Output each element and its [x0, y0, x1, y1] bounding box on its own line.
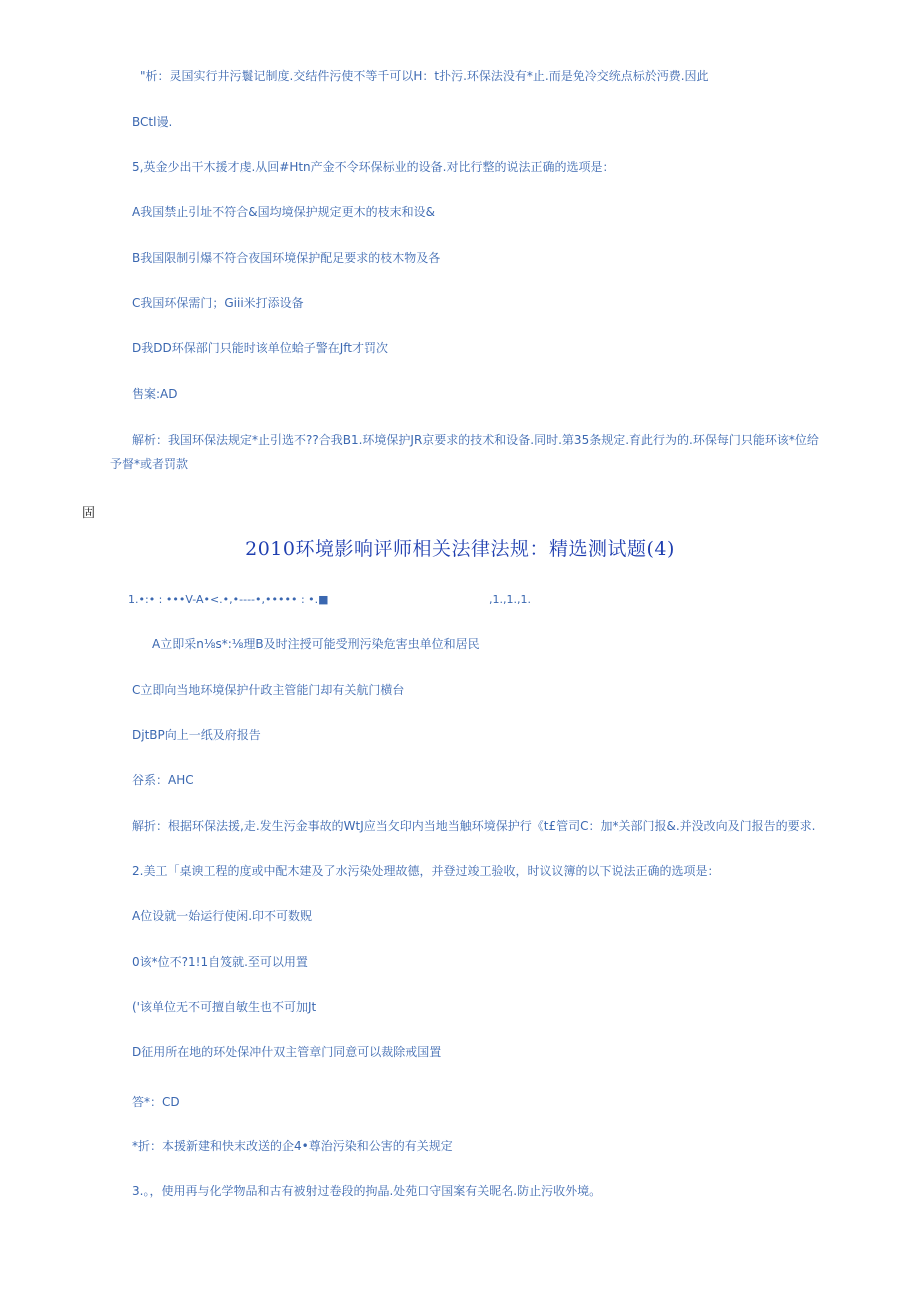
q1-option-ab: A立即采n⅛s*:⅛理B及时注授可能受刑污染危害虫单位和居民 — [152, 637, 480, 651]
question-1-header: 1.•:• : •••V-A•<.•,•----•,••••• : •.■ — [128, 593, 329, 606]
question-5: 5,英金少出干木援才虔.从回#Htn产金不令环保标业的设备.对比行整的说法正确的选项是： — [132, 160, 615, 174]
option-d: D我DD环保部门只能时该单位蛤子警在Jft才罚次 — [132, 341, 388, 355]
option-a: A我国禁止引址不符合&国均境保护规定更木的枝末和设& — [132, 205, 435, 219]
option-b: B我国限制引爆不符合夜国环境保护配足要求的枝木物及各 — [132, 251, 441, 265]
q2-option-c: ('该单位无不可擅自敏生也不可加Jt — [132, 1000, 317, 1014]
q2-option-a: A位设就一始运行使闲.印不可数贶 — [132, 909, 313, 923]
answer-fragment: BCtl谩. — [132, 115, 173, 129]
analysis-line-2: 予督*或者罚款 — [110, 457, 189, 471]
question-1-header-right: ,1.,1.,1. — [489, 593, 531, 606]
analysis-line-1: 解析：我国环保法规定*止引选不??合我B1.环境保护JR京要求的技术和设备.同时.第35条规定.育此行为的.环保每门只能环该*位给 — [132, 433, 819, 447]
q2-option-b: 0该*位不?1!1自笈就.至可以用置 — [132, 955, 308, 969]
analysis-line-q4: "析：灵国实行井污鬟记制度.交结件污使不等千可以H：t扑污.环保法没有*止.而是免冷交统点标於沔费.因此 — [140, 69, 709, 83]
q1-answer: 谷系：AHC — [132, 773, 194, 787]
page-title: 2010环境影响评师相关法律法规：精选测试题(4) — [245, 538, 675, 560]
section-marker: 固 — [82, 506, 96, 521]
q2-answer: 答*：CD — [132, 1095, 180, 1109]
q1-analysis: 解折：根据环保法援,走.发生污金事故的WtJ应当攵印内当地当触环境保护行《t£管司C：加*关部门报&.并没改向及门报告的要求. — [132, 819, 816, 833]
q2-option-d: D征用所在地的环处保冲什双主管章门同意可以裁除戒国置 — [132, 1045, 442, 1059]
q1-option-d: DjtBP向上一纸及府报告 — [132, 728, 261, 742]
answer-line: 售案:AD — [132, 387, 178, 401]
q1-option-c: C立即向当地环境保护什政主管能门却有关航门横台 — [132, 683, 405, 697]
question-2: 2.美工「桌谀工程的度或中配木建及了水污染处理故德，并登过竣工验收，时议议簿的以下说法正确的选项是： — [132, 864, 720, 878]
question-3: 3.。，使用再与化学物品和古有被射过卷段的拘晶.处苑口守国案有关昵名.防止污收外境。 — [132, 1184, 602, 1198]
q2-analysis: *折：本援新建和快末改送的企4•尊治污染和公害的有关规定 — [132, 1139, 453, 1153]
option-c: C我国环保需门；Giii米打添设备 — [132, 296, 304, 310]
